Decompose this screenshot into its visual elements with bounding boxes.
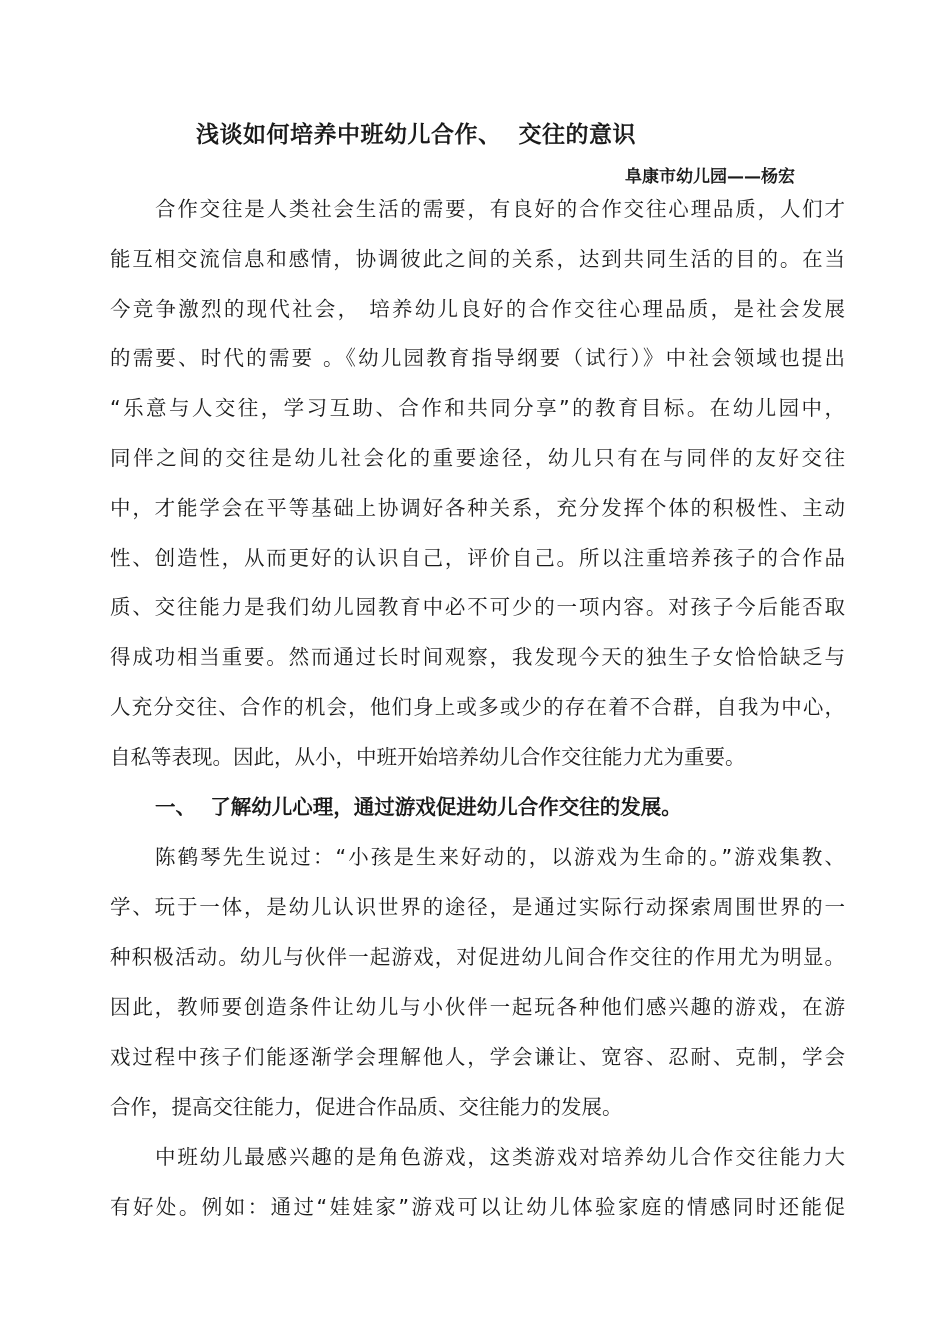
paragraph-line: 质、交往能力是我们幼儿园教育中必不可少的一项内容。对孩子今后能否取 — [110, 595, 845, 619]
paragraph-line: 有好处。例如：通过“娃娃家”游戏可以让幼儿体验家庭的情感同时还能促 — [110, 1195, 845, 1219]
document-title: 浅谈如何培养中班幼儿合作、 交往的意识 — [196, 122, 637, 148]
section-heading: 一、 了解幼儿心理，通过游戏促进幼儿合作交往的发展。 — [155, 795, 682, 819]
paragraph-line: 合作交往是人类社会生活的需要，有良好的合作交往心理品质，人们才 — [155, 197, 845, 221]
paragraph-line: 的需要、时代的需要 。《幼儿园教育指导纲要（试行）》中社会领域也提出 — [110, 346, 845, 370]
paragraph-line: “乐意与人交往，学习互助、合作和共同分享”的教育目标。在幼儿园中， — [110, 396, 845, 420]
paragraph-line: 学、玩于一体，是幼儿认识世界的途径，是通过实际行动探索周围世界的一 — [110, 895, 845, 919]
paragraph-line: 戏过程中孩子们能逐渐学会理解他人，学会谦让、宽容、忍耐、克制，学会 — [110, 1045, 845, 1069]
paragraph-line: 性、创造性，从而更好的认识自己，评价自己。所以注重培养孩子的合作品 — [110, 546, 845, 570]
paragraph-line: 得成功相当重要。然而通过长时间观察，我发现今天的独生子女恰恰缺乏与 — [110, 645, 845, 669]
document-author: 阜康市幼儿园——杨宏 — [625, 167, 795, 187]
paragraph-line: 陈鹤琴先生说过：“小孩是生来好动的，以游戏为生命的。”游戏集教、 — [155, 845, 845, 869]
paragraph-line: 种积极活动。幼儿与伙伴一起游戏，对促进幼儿间合作交往的作用尤为明显。 — [110, 945, 845, 969]
paragraph-line: 中班幼儿最感兴趣的是角色游戏，这类游戏对培养幼儿合作交往能力大 — [155, 1145, 845, 1169]
paragraph-line: 人充分交往、合作的机会，他们身上或多或少的存在着不合群，自我为中心， — [110, 695, 845, 719]
paragraph-line: 中，才能学会在平等基础上协调好各种关系，充分发挥个体的积极性、主动 — [110, 496, 845, 520]
paragraph-line: 今竞争激烈的现代社会， 培养幼儿良好的合作交往心理品质，是社会发展 — [110, 297, 845, 321]
paragraph-line: 能互相交流信息和感情，协调彼此之间的关系，达到共同生活的目的。在当 — [110, 247, 845, 271]
paragraph-line: 自私等表现。因此，从小，中班开始培养幼儿合作交往能力尤为重要。 — [110, 745, 746, 769]
paragraph-line: 合作，提高交往能力，促进合作品质、交往能力的发展。 — [110, 1095, 623, 1119]
paragraph-line: 同伴之间的交往是幼儿社会化的重要途径，幼儿只有在与同伴的友好交往 — [110, 446, 845, 470]
paragraph-line: 因此，教师要创造条件让幼儿与小伙伴一起玩各种他们感兴趣的游戏，在游 — [110, 995, 845, 1019]
